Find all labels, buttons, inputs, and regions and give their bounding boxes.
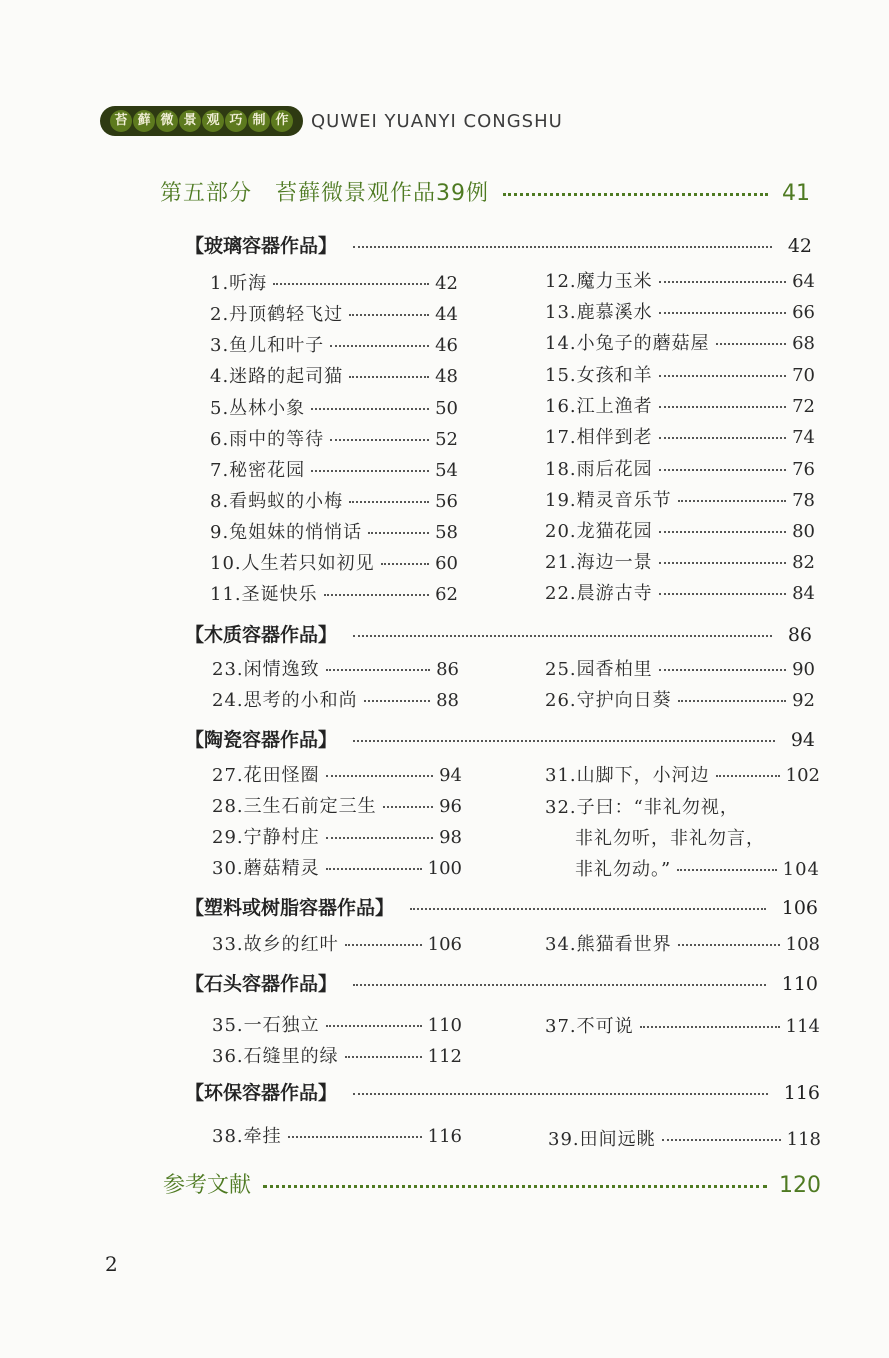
dot-leader (659, 531, 786, 533)
item-title: 38.牵挂 (212, 1126, 282, 1147)
toc-item[interactable] (212, 823, 462, 849)
page-ref: 74 (792, 427, 815, 448)
page-ref: 116 (783, 1082, 820, 1104)
item-title: 12.魔力玉米 (545, 271, 653, 292)
page-ref: 106 (427, 934, 462, 955)
item-title: 34.熊猫看世界 (545, 934, 672, 955)
toc-item[interactable] (545, 455, 815, 481)
dot-leader (659, 437, 786, 439)
page-ref: 96 (439, 796, 462, 817)
item-title: 37.不可说 (545, 1016, 634, 1037)
section-stone[interactable] (185, 969, 818, 996)
dot-leader (716, 343, 786, 345)
toc-item[interactable] (545, 267, 815, 293)
item-title: 31.山脚下，小河边 (545, 765, 710, 786)
toc-item[interactable] (210, 425, 458, 451)
page-ref: 72 (792, 396, 815, 417)
dot-leader (677, 869, 776, 871)
section-ceramic[interactable] (185, 725, 815, 752)
item-title: 19.精灵音乐节 (545, 490, 672, 511)
toc-item[interactable] (545, 329, 815, 355)
page-ref: 118 (786, 1129, 821, 1150)
toc-item[interactable] (545, 361, 815, 387)
page-ref: 46 (435, 335, 458, 356)
dot-leader (326, 868, 422, 870)
section-glass[interactable] (185, 231, 812, 258)
page-ref: 50 (435, 398, 458, 419)
page-number: 2 (105, 1252, 118, 1276)
item-title: 20.龙猫花园 (545, 521, 653, 542)
references-entry[interactable] (163, 1168, 821, 1199)
page-ref: 88 (436, 690, 459, 711)
item-title-line: 非礼勿动。” (575, 859, 672, 880)
dot-leader (349, 314, 429, 316)
item-title: 23.闲情逸致 (212, 659, 320, 680)
toc-item[interactable] (545, 686, 815, 712)
page-ref: 110 (781, 973, 818, 995)
dot-leader (381, 563, 429, 565)
item-title: 9.兔姐妹的悄悄话 (210, 522, 363, 543)
toc-item[interactable] (545, 486, 815, 512)
item-title: 35.一石独立 (212, 1015, 320, 1036)
page-ref: 56 (435, 491, 458, 512)
item-title: 3.鱼儿和叶子 (210, 335, 325, 356)
toc-item[interactable] (212, 1122, 462, 1148)
dot-leader (345, 1056, 422, 1058)
toc-item[interactable] (212, 854, 462, 880)
page-ref: 104 (782, 859, 820, 880)
dot-leader (326, 775, 433, 777)
toc-item[interactable] (210, 518, 458, 544)
dot-leader (324, 594, 429, 596)
item-title: 33.故乡的红叶 (212, 934, 339, 955)
dot-leader (659, 669, 786, 671)
toc-item[interactable] (212, 1042, 462, 1068)
logo-char: 藓 (133, 110, 155, 132)
toc-item[interactable] (212, 1011, 462, 1037)
page-ref: 76 (792, 459, 815, 480)
toc-item[interactable] (212, 655, 459, 681)
section-title: 【木质容器作品】 (185, 624, 338, 646)
page-ref: 92 (792, 690, 815, 711)
item-title-line: 32.子曰：“非礼勿视， (545, 797, 739, 818)
dot-leader (311, 470, 429, 472)
toc-item[interactable] (545, 517, 815, 543)
item-title: 1.听海 (210, 273, 268, 294)
section-title: 【陶瓷容器作品】 (185, 729, 338, 751)
item-title: 7.秘密花园 (210, 460, 306, 481)
section-wood[interactable] (185, 620, 812, 647)
toc-item[interactable] (545, 1012, 820, 1038)
dot-leader (311, 408, 429, 410)
toc-item[interactable] (545, 761, 820, 787)
dot-leader (659, 406, 786, 408)
dot-leader (326, 669, 430, 671)
item-line (545, 792, 820, 823)
section-title: 【塑料或树脂容器作品】 (185, 897, 395, 919)
dot-leader (349, 376, 429, 378)
toc-item[interactable] (210, 456, 458, 482)
dot-leader (640, 1026, 780, 1028)
references-title: 参考文献 (163, 1173, 252, 1198)
running-header (100, 104, 563, 138)
dot-leader (659, 593, 786, 595)
page-ref: 98 (439, 827, 462, 848)
toc-item[interactable] (210, 331, 458, 357)
page-ref: 42 (787, 235, 812, 257)
toc-item[interactable] (545, 655, 815, 681)
toc-item[interactable] (210, 394, 458, 420)
dot-leader (368, 532, 429, 534)
item-title: 26.守护向日葵 (545, 690, 672, 711)
page-ref: 106 (781, 897, 818, 919)
toc-item[interactable] (545, 423, 815, 449)
dot-leader (353, 635, 772, 637)
toc-item[interactable] (210, 580, 458, 606)
item-title: 4.迷路的起司猫 (210, 366, 344, 387)
toc-item[interactable] (210, 549, 458, 575)
toc-item[interactable] (545, 392, 815, 418)
dot-leader (503, 193, 768, 196)
dot-leader (326, 1025, 422, 1027)
dot-leader (353, 740, 775, 742)
item-title: 30.蘑菇精灵 (212, 858, 320, 879)
logo-char: 作 (271, 110, 293, 132)
page-ref: 108 (785, 934, 820, 955)
dot-leader (678, 944, 780, 946)
page-ref: 94 (790, 729, 815, 751)
dot-leader (659, 469, 786, 471)
item-line (545, 823, 820, 854)
toc-item[interactable] (545, 298, 815, 324)
page-ref: 90 (792, 659, 815, 680)
toc-item[interactable] (545, 579, 815, 605)
section-title: 【玻璃容器作品】 (185, 235, 338, 257)
toc-item[interactable] (210, 300, 458, 326)
dot-leader (326, 837, 433, 839)
series-logo (100, 106, 303, 136)
dot-leader (410, 908, 766, 910)
page-ref: 94 (439, 765, 462, 786)
dot-leader (364, 700, 430, 702)
page-ref: 110 (427, 1015, 462, 1036)
dot-leader (353, 984, 766, 986)
section-title: 【石头容器作品】 (185, 973, 338, 995)
page-ref: 68 (792, 333, 815, 354)
toc-item[interactable] (545, 930, 820, 956)
page-ref: 52 (435, 429, 458, 450)
item-title: 5.丛林小象 (210, 398, 306, 419)
item-title: 8.看蚂蚁的小梅 (210, 491, 344, 512)
item-title: 27.花田怪圈 (212, 765, 320, 786)
logo-char: 微 (156, 110, 178, 132)
item-title: 17.相伴到老 (545, 427, 653, 448)
dot-leader (383, 806, 433, 808)
page-ref: 42 (435, 273, 458, 294)
section-plastic[interactable] (185, 893, 818, 920)
toc-item-32[interactable] (545, 792, 820, 885)
page-ref: 41 (782, 181, 810, 206)
page-ref: 120 (779, 1173, 821, 1198)
item-title: 29.宁静村庄 (212, 827, 320, 848)
page-ref: 78 (792, 490, 815, 511)
page-ref: 66 (792, 302, 815, 323)
logo-char: 观 (202, 110, 224, 132)
section-title: 【环保容器作品】 (185, 1082, 338, 1104)
dot-leader (349, 501, 429, 503)
dot-leader (330, 345, 429, 347)
page-ref: 82 (792, 552, 815, 573)
page-ref: 54 (435, 460, 458, 481)
item-title: 21.海边一景 (545, 552, 653, 573)
toc-item[interactable] (212, 761, 462, 787)
item-title: 24.思考的小和尚 (212, 690, 358, 711)
item-title: 11.圣诞快乐 (210, 584, 318, 605)
item-title: 18.雨后花园 (545, 459, 653, 480)
dot-leader (659, 375, 786, 377)
page-ref: 64 (792, 271, 815, 292)
page-ref: 58 (435, 522, 458, 543)
dot-leader (288, 1136, 422, 1138)
dot-leader (678, 500, 786, 502)
page-ref: 86 (436, 659, 459, 680)
dot-leader (659, 562, 786, 564)
item-title: 15.女孩和羊 (545, 365, 653, 386)
page-ref: 100 (427, 858, 462, 879)
dot-leader (353, 1093, 768, 1095)
toc-item[interactable] (210, 362, 458, 388)
page-ref: 102 (785, 765, 820, 786)
dot-leader (716, 775, 780, 777)
logo-char: 巧 (225, 110, 247, 132)
part-title: 第五部分 苔藓微景观作品39例 (160, 181, 489, 206)
page-ref: 114 (785, 1016, 820, 1037)
item-title: 22.晨游古寺 (545, 583, 653, 604)
series-subtitle: QUWEI YUANYI CONGSHU (311, 110, 563, 132)
toc-item[interactable] (548, 1125, 821, 1151)
logo-char: 苔 (110, 110, 132, 132)
part-five-entry[interactable] (160, 176, 810, 207)
item-title: 14.小兔子的蘑菇屋 (545, 333, 710, 354)
item-title-line: 非礼勿听，非礼勿言， (575, 828, 765, 849)
page-ref: 60 (435, 553, 458, 574)
item-title: 13.鹿慕溪水 (545, 302, 653, 323)
toc-item[interactable] (212, 930, 462, 956)
page-ref: 80 (792, 521, 815, 542)
dot-leader (659, 312, 786, 314)
dot-leader (330, 439, 429, 441)
item-title: 25.园香柏里 (545, 659, 653, 680)
toc-item[interactable] (212, 686, 459, 712)
toc-item[interactable] (545, 548, 815, 574)
dot-leader (263, 1185, 767, 1188)
toc-item[interactable] (210, 269, 458, 295)
dot-leader (353, 246, 772, 248)
item-title: 39.田间远眺 (548, 1129, 656, 1150)
page-ref: 84 (792, 583, 815, 604)
item-title: 2.丹顶鹤轻飞过 (210, 304, 344, 325)
dot-leader (345, 944, 422, 946)
page-ref: 112 (427, 1046, 462, 1067)
logo-char: 景 (179, 110, 201, 132)
item-title: 6.雨中的等待 (210, 429, 325, 450)
dot-leader (678, 700, 786, 702)
item-title: 10.人生若只如初见 (210, 553, 375, 574)
item-line (545, 854, 820, 885)
page-ref: 86 (787, 624, 812, 646)
logo-char: 制 (248, 110, 270, 132)
toc-item[interactable] (212, 792, 462, 818)
page-ref: 116 (427, 1126, 462, 1147)
dot-leader (662, 1139, 781, 1141)
toc-item[interactable] (210, 487, 458, 513)
section-eco[interactable] (185, 1078, 820, 1105)
dot-leader (273, 283, 429, 285)
page-ref: 70 (792, 365, 815, 386)
item-title: 16.江上渔者 (545, 396, 653, 417)
page-ref: 44 (435, 304, 458, 325)
page-ref: 62 (435, 584, 458, 605)
item-title: 28.三生石前定三生 (212, 796, 377, 817)
page-ref: 48 (435, 366, 458, 387)
item-title: 36.石缝里的绿 (212, 1046, 339, 1067)
dot-leader (659, 281, 786, 283)
